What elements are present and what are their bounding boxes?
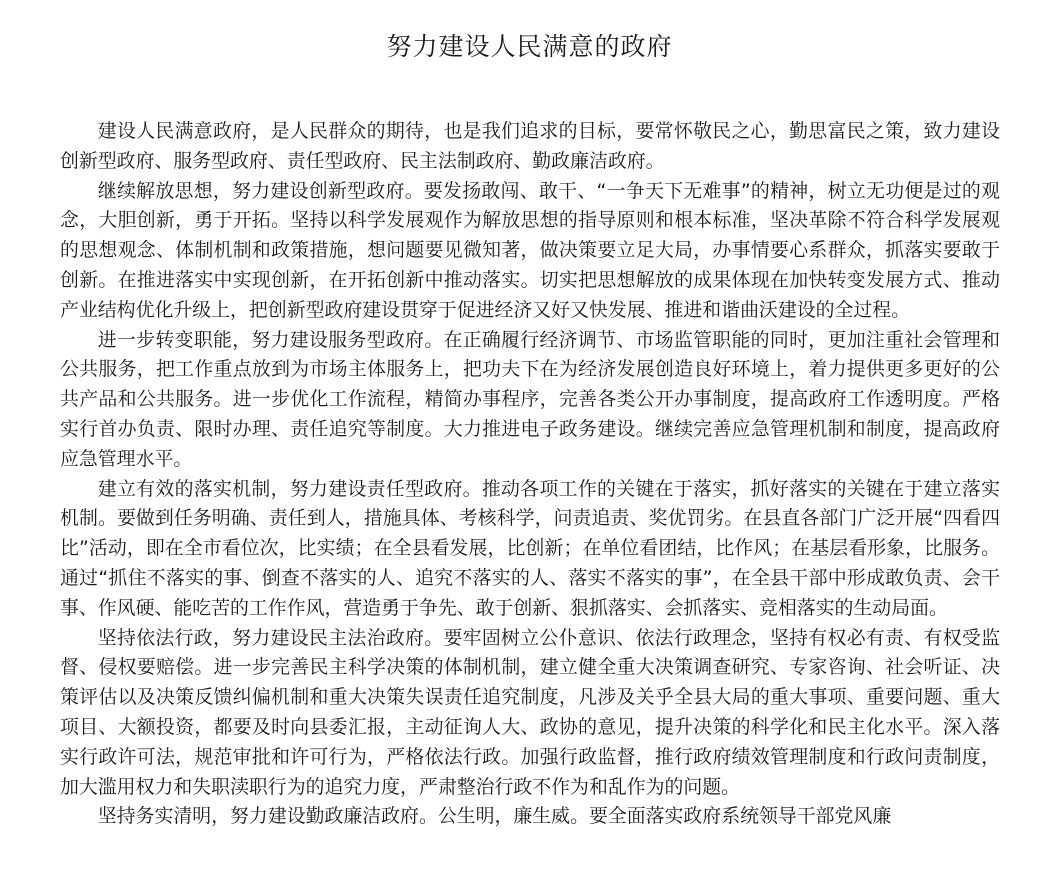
paragraph: 坚持依法行政，努力建设民主法治政府。要牢固树立公仆意识、依法行政理念，坚持有权必有责、有权受监督、侵权要赔偿。进一步完善民主科学决策的体制机制，建立健全重大决策调查研究、专家咨询、社会听证、决策评估以及决策反馈纠偏机制和重大决策失误责任追究制度，凡涉及关乎全县大局的重大事项、重要问题、重大项目、大额投资，都要及时向县委汇报，主动征询人大、政协的意见，提升决策的科学化和民主化水平。深入落实行政许可法，规范审批和许可行为，严格依法行政。加强行政监督，推行政府绩效管理制度和行政问责制度，加大滥用权力和失职渎职行为的追究力度，严肃整治行政不作为和乱作为的问题。 [60,626,1000,798]
paragraph: 建立有效的落实机制，努力建设责任型政府。推动各项工作的关键在于落实，抓好落实的关键在于建立落实机制。要做到任务明确、责任到人，措施具体、考核科学，问责追责、奖优罚劣。在县直各部门广泛开展“四看四比”活动，即在全市看位次，比实绩；在全县看发展，比创新；在单位看团结，比作风；在基层看形象，比服务。通过“抓住不落实的事、倒查不落实的人、追究不落实的人、落实不落实的事”，在全县干部中形成敢负责、会干事、作风硬、能吃苦的工作作风，营造勇于争先、敢于创新、狠抓落实、会抓落实、竞相落实的生动局面。 [60,477,1000,619]
paragraph: 进一步转变职能，努力建设服务型政府。在正确履行经济调节、市场监管职能的同时，更加注重社会管理和公共服务，把工作重点放到为市场主体服务上，把功夫下在为经济发展创造良好环境上，着力提供更多更好的公共产品和公共服务。进一步优化工作流程，精简办事程序，完善各类公开办事制度，提高政府工作透明度。严格实行首办负责、限时办理、责任追究等制度。大力推进电子政务建设。继续完善应急管理机制和制度，提高政府应急管理水平。 [60,328,1000,470]
document-body [60,117,1000,832]
paragraph: 坚持务实清明，努力建设勤政廉洁政府。公生明，廉生威。要全面落实政府系统领导干部党风廉 [97,805,892,828]
paragraph: 建设人民满意政府，是人民群众的期待，也是我们追求的目标，要常怀敬民之心，勤思富民之策，致力建设创新型政府、服务型政府、责任型政府、民主法制政府、勤政廉洁政府。 [60,120,1000,172]
document-title: 努力建设人民满意的政府 [386,32,673,61]
paragraph: 继续解放思想，努力建设创新型政府。要发扬敢闯、敢干、“一争天下无难事”的精神，树立无功便是过的观念，大胆创新，勇于开拓。坚持以科学发展观作为解放思想的指导原则和根本标准，坚决革除不符合科学发展观的思想观念、体制机制和政策措施，想问题要见微知著，做决策要立足大局，办事情要心系群众，抓落实要敢于创新。在推进落实中实现创新，在开拓创新中推动落实。切实把思想解放的成果体现在加快转变发展方式、推动产业结构优化升级上，把创新型政府建设贯穿于促进经济又好又快发展、推进和谐曲沃建设的全过程。 [60,179,1000,321]
